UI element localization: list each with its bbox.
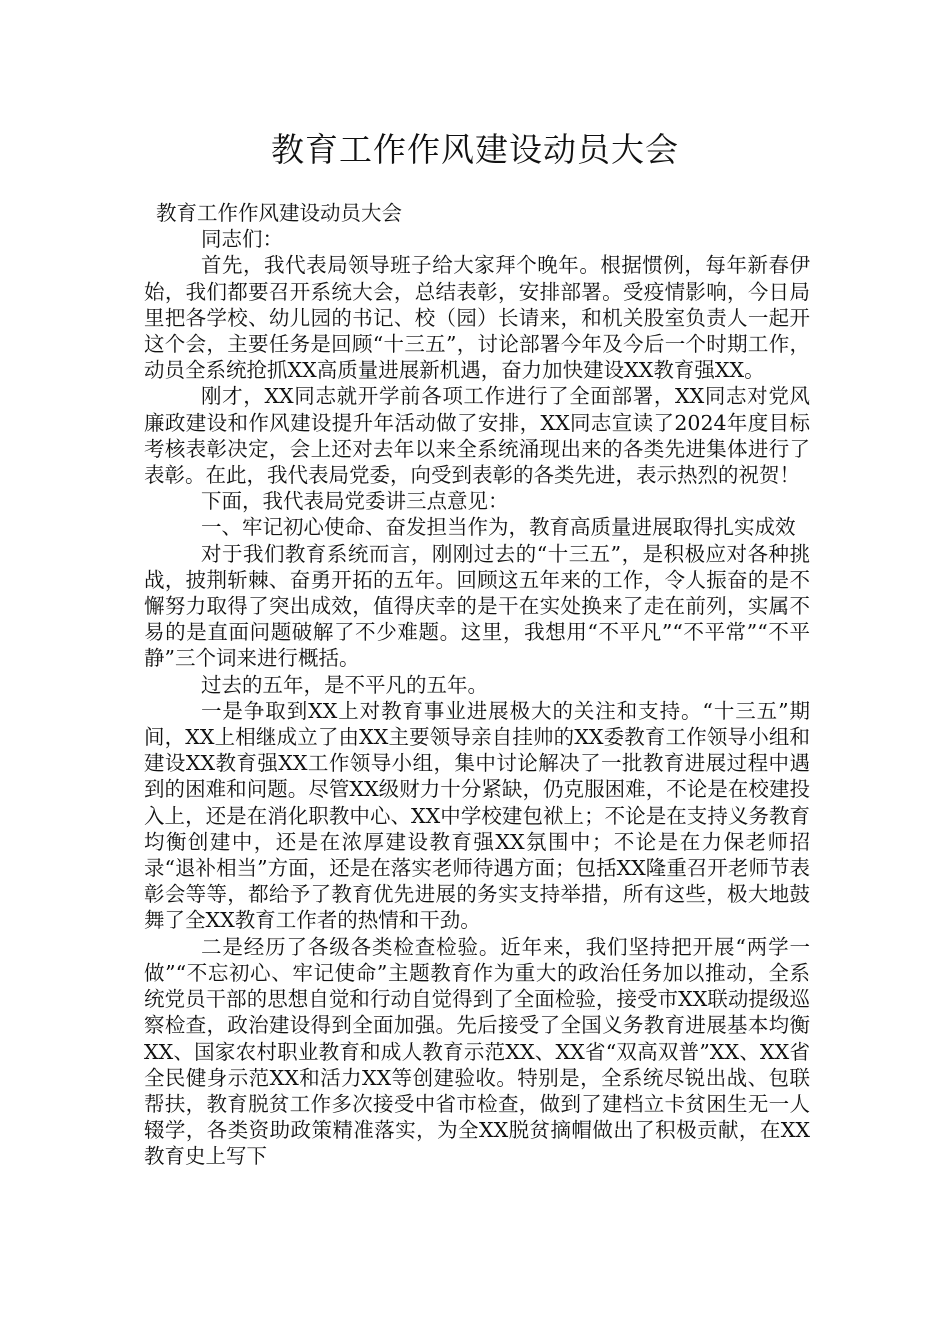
document-title: 教育工作作风建设动员大会	[271, 130, 679, 169]
paragraph-point-one: 一是争取到XX上对教育事业进展极大的关注和支持。“十三五”期间，XX上相继成立了由XX主要领导亲自挂帅的XX委教育工作领导小组和建设XX教育强XX工作领导小组，集中讨论解决了一批教育进展过程中遇到的困难和问题。尽管XX级财力十分紧缺，仍克服困难，不论是在校建投入上，还是在消化职教中心、XX中学校建包袱上；不论是在支持义务教育均衡创建中，还是在浓厚建设教育强XX氛围中；不论是在力保老师招录“退补相当”方面，还是在落实老师待遇方面；包括XX隆重召开老师节表彰会等等，都给予了教育优先进展的务实支持举措，所有这些，极大地鼓舞了全XX教育工作者的热情和干劲。	[144, 698, 810, 933]
paragraph-salutation: 同志们：	[201, 227, 283, 252]
paragraph-subtitle: 教育工作作风建设动员大会	[156, 201, 402, 225]
section-heading-one: 一、牢记初心使命、奋发担当作为，教育高质量进展取得扎实成效	[201, 515, 796, 540]
paragraph-point-two: 二是经历了各级各类检查检验。近年来，我们坚持把开展“两学一做”“不忘初心、牢记使命”主题教育作为重大的政治任务加以推动，全系统党员干部的思想自觉和行动自觉得到了全面检验，接受市XX联动提级巡察检查，政治建设得到全面加强。先后接受了全国义务教育进展基本均衡XX、国家农村职业教育和成人教育示范XX、XX省“双高双普”XX、XX省全民健身示范XX和活力XX等创建验收。特别是，全系统尽锐出战、包联帮扶，教育脱贫工作多次接受中省市检查，做到了建档立卡贫困生无一人辍学，各类资助政策精准落实，为全XX脱贫摘帽做出了积极贡献，在XX教育史上写下	[144, 934, 810, 1169]
paragraph-three-points: 下面，我代表局党委讲三点意见：	[201, 489, 509, 514]
paragraph-opening: 首先，我代表局领导班子给大家拜个晚年。根据惯例，每年新春伊始，我们都要召开系统大会，总结表彰，安排部署。受疫情影响，今日局里把各学校、幼儿园的书记、校（园）长请来，和机关股室负责人一起开这个会，主要任务是回顾“十三五”，讨论部署今年及今后一个时期工作，动员全系统抢抓XX高质量进展新机遇，奋力加快建设XX教育强XX。	[144, 253, 810, 383]
paragraph-not-ordinary: 过去的五年，是不平凡的五年。	[201, 672, 488, 697]
document-body	[144, 200, 810, 1170]
paragraph-five-years: 对于我们教育系统而言，刚刚过去的“十三五”，是积极应对各种挑战，披荆斩棘、奋勇开拓的五年。回顾这五年来的工作，令人振奋的是不懈努力取得了突出成效，值得庆幸的是干在实处换来了走在前列，实属不易的是直面问题破解了不少难题。这里，我想用“不平凡”“不平常”“不平静”三个词来进行概括。	[144, 541, 810, 671]
paragraph-review: 刚才，XX同志就开学前各项工作进行了全面部署，XX同志对党风廉政建设和作风建设提升年活动做了安排，XX同志宣读了2024年度目标考核表彰决定，会上还对去年以来全系统涌现出来的各类先进集体进行了表彰。在此，我代表局党委，向受到表彰的各类先进，表示热烈的祝贺！	[144, 384, 810, 488]
